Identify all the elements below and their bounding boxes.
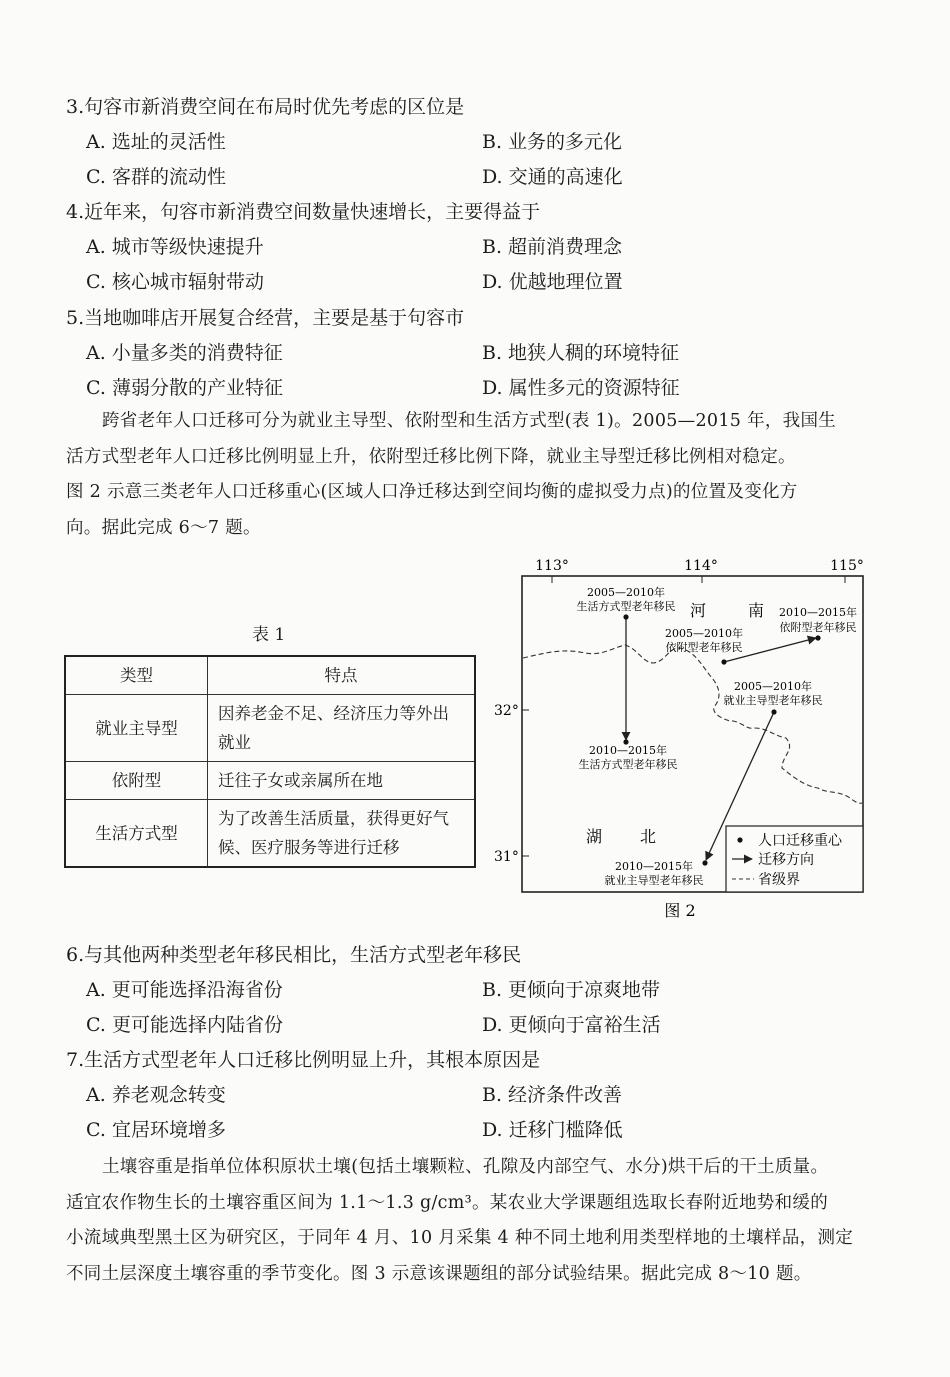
intro-line: 小流域典型黑土区为研究区，于同年 4 月、10 月采集 4 种不同土地利用类型样地的土壤样品，测定 (66, 1228, 854, 1248)
option-d: D. 更倾向于富裕生活 (482, 1014, 661, 1036)
table-cell-feature (208, 762, 476, 800)
intro-paragraph-6-7 (66, 404, 886, 546)
table-row (65, 800, 475, 868)
option-c: C. 薄弱分散的产业特征 (86, 377, 283, 399)
option-d: D. 属性多元的资源特征 (482, 377, 680, 399)
point-label-year: 2010—2015年 (615, 860, 693, 873)
legend-label: 迁移方向 (758, 852, 814, 868)
option-b: B. 更倾向于凉爽地带 (482, 979, 661, 1001)
province-name: 河 (690, 601, 707, 620)
feature-line: 候、医疗服务等进行迁移 (218, 838, 400, 857)
province-name: 南 (748, 601, 765, 620)
question-stem: 6.与其他两种类型老年移民相比，生活方式型老年移民 (66, 944, 522, 966)
option-c: C. 核心城市辐射带动 (86, 271, 264, 293)
point-label-year: 2005—2010年 (587, 586, 665, 599)
intro-line: 适宜农作物生长的土壤容重区间为 1.1～1.3 g/cm³。某农业大学课题组选取长春附近地势和缓的 (66, 1192, 828, 1213)
point-label-year: 2005—2010年 (665, 627, 743, 640)
option-c: C. 客群的流动性 (86, 166, 226, 188)
intro-line: 跨省老年人口迁移可分为就业主导型、依附型和生活方式型(表 1)。2005—2015 年，我国生 (102, 411, 837, 431)
migration-center-point (721, 659, 726, 664)
feature-line: 为了改善生活质量，获得更好气 (218, 809, 449, 828)
point-label-year: 2010—2015年 (589, 744, 667, 757)
lat-label: 32° (494, 703, 519, 719)
lon-label: 114° (684, 558, 718, 574)
intro-paragraph-8-10 (66, 1150, 886, 1292)
table-header-type: 类型 (65, 656, 208, 695)
lon-label: 115° (830, 558, 864, 574)
provincial-boundary (523, 645, 862, 803)
question-stem: 3.句容市新消费空间在布局时优先考虑的区位是 (66, 96, 465, 118)
feature-line: 迁往子女或亲属所在地 (218, 771, 383, 790)
migration-center-point (771, 709, 776, 714)
question-stem: 7.生活方式型老年人口迁移比例明显上升，其根本原因是 (66, 1049, 541, 1071)
feature-line: 就业 (218, 733, 251, 752)
option-d: D. 迁移门槛降低 (482, 1119, 623, 1141)
point-label-type: 依附型老年移民 (779, 621, 857, 634)
table-cell-type: 生活方式型 (65, 800, 208, 868)
province-name: 北 (640, 827, 657, 846)
intro-line: 活方式型老年人口迁移比例明显上升，依附型迁移比例下降，就业主导型迁移比例相对稳定。 (66, 446, 796, 467)
lat-label: 31° (494, 849, 519, 865)
table-row (65, 762, 475, 800)
intro-line: 图 2 示意三类老年人口迁移重心(区域人口净迁移达到空间均衡的虚拟受力点)的位置及变化方 (66, 482, 798, 502)
table-row (65, 695, 475, 762)
point-label-type: 依附型老年移民 (665, 641, 743, 654)
table-cell-type: 就业主导型 (65, 695, 208, 762)
table-caption: 表 1 (252, 625, 286, 645)
table-header-row (65, 656, 475, 695)
option-a: A. 城市等级快速提升 (86, 236, 264, 258)
province-name: 湖 (586, 827, 603, 846)
intro-line: 土壤容重是指单位体积原状土壤(包括土壤颗粒、孔隙及内部空气、水分)烘干后的干土质量。 (102, 1157, 829, 1177)
legend-label: 人口迁移重心 (758, 833, 842, 849)
option-b: B. 业务的多元化 (482, 131, 623, 153)
lon-label: 113° (535, 558, 569, 574)
migration-center-point (702, 860, 707, 865)
table-cell-feature (208, 695, 476, 762)
table-1 (64, 655, 476, 868)
option-b: B. 超前消费理念 (482, 236, 623, 258)
point-label-year: 2010—2015年 (779, 606, 857, 619)
figure-caption: 图 2 (664, 901, 696, 920)
legend-label: 省级界 (758, 872, 800, 888)
option-d: D. 优越地理位置 (482, 271, 623, 293)
option-b: B. 经济条件改善 (482, 1084, 623, 1106)
option-a: A. 选址的灵活性 (86, 131, 226, 153)
migration-center-point (815, 635, 820, 640)
option-a: A. 更可能选择沿海省份 (86, 979, 283, 1001)
migration-center-point (623, 614, 628, 619)
table-header-feature: 特点 (208, 656, 476, 695)
map-legend (726, 826, 863, 892)
question-stem: 5.当地咖啡店开展复合经营，主要是基于句容市 (66, 307, 465, 329)
intro-line: 向。据此完成 6～7 题。 (66, 517, 261, 538)
point-label-type: 就业主导型老年移民 (604, 874, 704, 887)
option-a: A. 养老观念转变 (86, 1084, 226, 1106)
option-d: D. 交通的高速化 (482, 166, 623, 188)
question-stem: 4.近年来，句容市新消费空间数量快速增长，主要得益于 (66, 201, 541, 223)
figure-2-map (490, 550, 910, 930)
option-b: B. 地狭人稠的环境特征 (482, 342, 680, 364)
point-label-type: 生活方式型老年移民 (576, 600, 676, 613)
option-c: C. 更可能选择内陆省份 (86, 1014, 283, 1036)
point-label-type: 生活方式型老年移民 (578, 758, 678, 771)
feature-line: 因养老金不足、经济压力等外出 (218, 704, 449, 723)
table-cell-feature (208, 800, 476, 868)
intro-line: 不同土层深度土壤容重的季节变化。图 3 示意该课题组的部分试验结果。据此完成 8～10 题。 (66, 1263, 812, 1284)
point-label-type: 就业主导型老年移民 (723, 694, 823, 707)
option-a: A. 小量多类的消费特征 (86, 342, 283, 364)
option-c: C. 宜居环境增多 (86, 1119, 226, 1141)
legend-point-icon (737, 837, 742, 842)
point-label-year: 2005—2010年 (734, 680, 812, 693)
table-cell-type: 依附型 (65, 762, 208, 800)
